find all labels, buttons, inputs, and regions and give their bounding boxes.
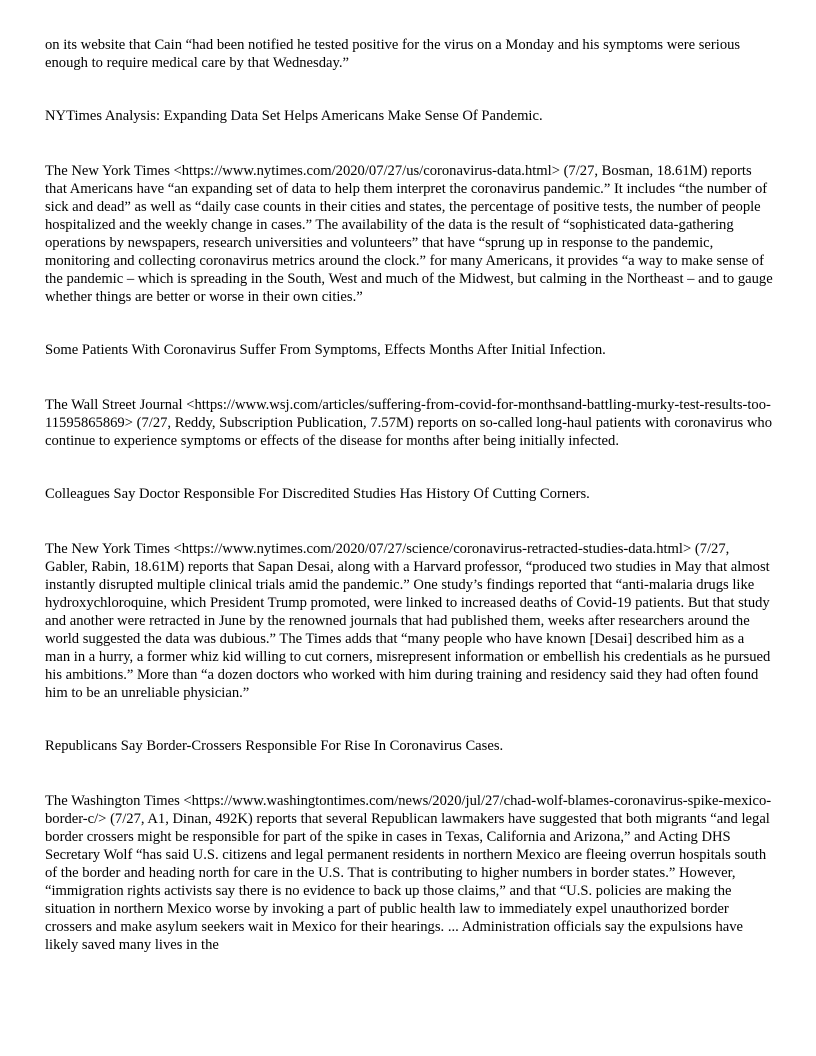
headline-long-haul-patients: Some Patients With Coronavirus Suffer From Symptoms, Effects Months After Initial Infection. [45,342,606,358]
paragraph-wsj-long-haul: The Wall Street Journal <https://www.wsj.com/articles/suffering-from-covid-for-monthsand-battling-murky-test-results-too-11595865869> (7/27, Reddy, Subscription Publication, 7.57M) reports on so-called long-haul patients with coronavirus who continue to experience symptoms or effects of the disease for months after being initially infected. [45,397,773,449]
headline-border-crossers: Republicans Say Border-Crossers Responsible For Rise In Coronavirus Cases. [45,738,504,754]
paragraph-nytimes-desai: The New York Times <https://www.nytimes.com/2020/07/27/science/coronavirus-retracted-studies-data.html> (7/27, Gabler, Rabin, 18.61M) reports that Sapan Desai, along with a Harvard professor, “produced two studies in May that almost instantly disrupted multiple clinical trials amid the pandemic.” One study’s findings reported that “anti-malaria drugs like hydroxychloroquine, which President Trump promoted, were linked to increased deaths of Covid-19 patients. But that study and another were retracted in June by the renowned journals that had published them, weeks after researchers around the world suggested the data was dubious.” The Times adds that “many people who have known [Desai] described him as a man in a hurry, a former whiz kid willing to cut corners, misrepresent information or embellish his credentials as he pursued his ambitions.” More than “a dozen doctors who worked with him during training and residency said they had often found him to be an unreliable physician.” [45,541,771,701]
paragraph-cain-continued: on its website that Cain “had been notified he tested positive for the virus on a Monday and his symptoms were serious enough to require medical care by that Wednesday.” [45,37,741,71]
document-page [45,36,773,954]
headline-discredited-studies-doctor: Colleagues Say Doctor Responsible For Discredited Studies Has History Of Cutting Corners. [45,486,590,502]
headline-nytimes-data-analysis: NYTimes Analysis: Expanding Data Set Helps Americans Make Sense Of Pandemic. [45,108,543,124]
paragraph-nytimes-data-analysis: The New York Times <https://www.nytimes.com/2020/07/27/us/coronavirus-data.html> (7/27, Bosman, 18.61M) reports that Americans have “an expanding set of data to help them interpret the coronavirus pandemic.” It includes “the number of sick and dead” as well as “daily case counts in their cities and states, the percentage of positive tests, the number of people hospitalized and the weekly change in cases.” The availability of the data is the result of “sophisticated data-gathering operations by newspapers, research universities and volunteers” that have “sprung up in response to the pandemic, monitoring and collecting coronavirus metrics around the clock.” for many Americans, it provides “a way to make sense of the pandemic – which is spreading in the South, West and much of the Midwest, but calming in the Northeast – and to gauge whether things are better or worse in their own cities.” [45,163,773,305]
paragraph-washington-times-border: The Washington Times <https://www.washingtontimes.com/news/2020/jul/27/chad-wolf-blames-coronavirus-spike-mexico-border-c/> (7/27, A1, Dinan, 492K) reports that several Republican lawmakers have suggested that both migrants “and legal border crossers might be responsible for part of the spike in cases in Texas, California and Arizona,” and Acting DHS Secretary Wolf “has said U.S. citizens and legal permanent residents in northern Mexico are fleeing overrun hospitals south of the border and heading north for care in the U.S. That is contributing to higher numbers in border states.” However, “immigration rights activists say there is no evidence to back up those claims,” and that “U.S. policies are making the situation in northern Mexico worse by invoking a part of public health law to immediately expel unauthorized border crossers and make asylum seekers wait in Mexico for their hearings. ... Administration officials say the expulsions have likely saved many lives in the [45,793,772,953]
